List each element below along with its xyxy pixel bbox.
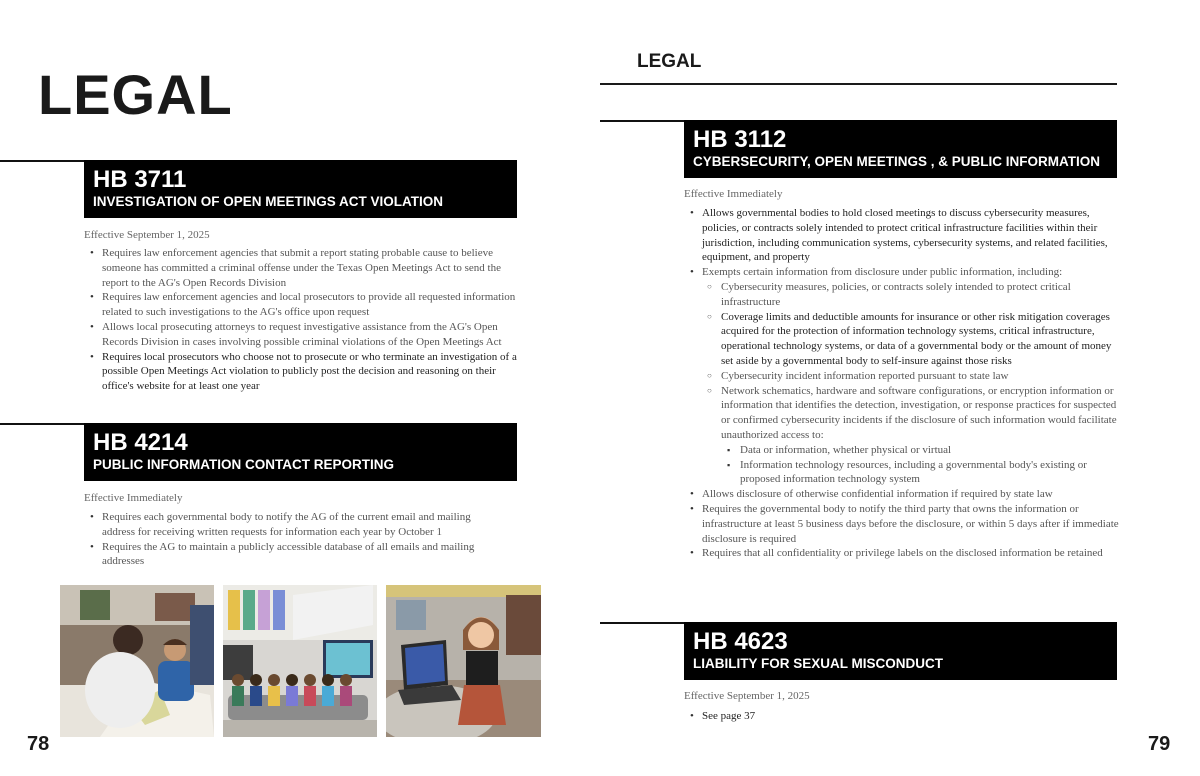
list-item: • Requires each governmental body to notify the AG of the current email and mailing address for receiving written requests for information each year by October 1 [84, 510, 504, 540]
bill-number: HB 4214 [93, 429, 188, 456]
list-item: • Allows governmental bodies to hold closed meetings to discuss cybersecurity measures, policies, or contracts solely intended to protect critical infrastructure facilities within their jurisdiction, including communication systems, cybersecurity systems, and related facilities, equipment, and property [684, 206, 1120, 265]
bill-provisions-hb4623 [684, 709, 1104, 724]
sub-sub-list-item: ▪ Information technology resources, including a governmental body's existing or proposed information technology system [684, 458, 1120, 488]
list-item: • Requires that all confidentiality or privilege labels on the disclosed information be retained [684, 546, 1120, 561]
bill-provisions-hb3112 [684, 206, 1120, 561]
bill-provisions-hb3711 [84, 246, 524, 394]
bill-title: LIABILITY FOR SEXUAL MISCONDUCT [693, 656, 944, 671]
list-item-text: Exempts certain information from disclosure under public information, including: [702, 266, 1063, 279]
page-number: 78 [27, 733, 50, 755]
sub-list-item: ○ Cybersecurity incident information reported pursuant to state law [684, 369, 1120, 384]
bill-number: HB 3112 [693, 126, 787, 153]
sub-list-item: ○ Coverage limits and deductible amounts for insurance or other risk mitigation coverages acquired for the protection of information technology systems, critical infrastructure, operational technology systems, or data of a governmental body or the amount of money set aside by a governmental body to self-insure against those risks [684, 310, 1120, 369]
effective-date: Effective September 1, 2025 [684, 690, 810, 702]
effective-date: Effective Immediately [84, 492, 183, 504]
list-item: • Requires the governmental body to notify the third party that owns the information or infrastructure at least 5 business days before the disclosure, or within 5 days after if immediate disclosure is required [684, 502, 1120, 546]
section-title: LEGAL [38, 63, 233, 126]
photo-student-with-teacher [60, 585, 214, 737]
running-title-rule [600, 83, 1117, 85]
bill-header-hb3112 [684, 120, 1117, 178]
sub-list-item: ○ Network schematics, hardware and software configurations, or encryption information or information that identifies the detection, investigation, or response practices for suspected or confirmed cybersecurity incidents if the disclosure of such information would facilitate unauthorized access to: [684, 384, 1120, 443]
bill-header-hb4623 [684, 622, 1117, 680]
bill-title: INVESTIGATION OF OPEN MEETINGS ACT VIOLATION [93, 194, 444, 209]
list-item: • Requires law enforcement agencies that submit a report stating probable cause to believe someone has committed a criminal offense under the Texas Open Meetings Act to send the report to the AG's Open Records Division [84, 246, 524, 290]
list-item: • Requires the AG to maintain a publicly accessible database of all emails and mailing addresses [84, 540, 504, 570]
bill-provisions-hb4214 [84, 510, 504, 569]
list-item: • Allows local prosecuting attorneys to request investigative assistance from the AG's Open Records Division in cases involving possible criminal violations of the Open Meetings Act [84, 320, 524, 350]
bill-number: HB 4623 [693, 628, 788, 655]
list-item: • Requires local prosecutors who choose not to prosecute or who terminate an investigation of a possible Open Meetings Act violation to publicly post the decision and reasoning on their office's website for at least one year [84, 350, 524, 394]
running-title: LEGAL [637, 51, 702, 72]
effective-date: Effective September 1, 2025 [84, 229, 210, 241]
header-rule [0, 423, 84, 425]
list-item: • Allows disclosure of otherwise confidential information if required by state law [684, 487, 1120, 502]
list-item: • See page 37 [684, 709, 1104, 724]
bill-title: CYBERSECURITY, OPEN MEETINGS , & PUBLIC INFORMATION [693, 154, 1101, 169]
list-item: • Requires law enforcement agencies and local prosecutors to provide all requested information related to such investigations to the AG's office upon request [84, 290, 524, 320]
effective-date: Effective Immediately [684, 188, 783, 200]
sub-sub-list-item: ▪ Data or information, whether physical or virtual [684, 443, 1120, 458]
bill-title: PUBLIC INFORMATION CONTACT REPORTING [93, 457, 394, 472]
header-rule [0, 160, 84, 162]
sub-list-item: ○ Cybersecurity measures, policies, or contracts solely intended to protect critical infrastructure [684, 280, 1120, 310]
header-rule [600, 120, 684, 122]
bill-header-hb3711 [84, 160, 517, 218]
list-item [684, 265, 1120, 280]
bill-number: HB 3711 [93, 166, 187, 193]
photo-student-with-laptop [386, 585, 541, 737]
bill-header-hb4214 [84, 423, 517, 481]
header-rule [600, 622, 684, 624]
page-number: 79 [1148, 733, 1171, 755]
photo-students-on-bench [223, 585, 377, 737]
